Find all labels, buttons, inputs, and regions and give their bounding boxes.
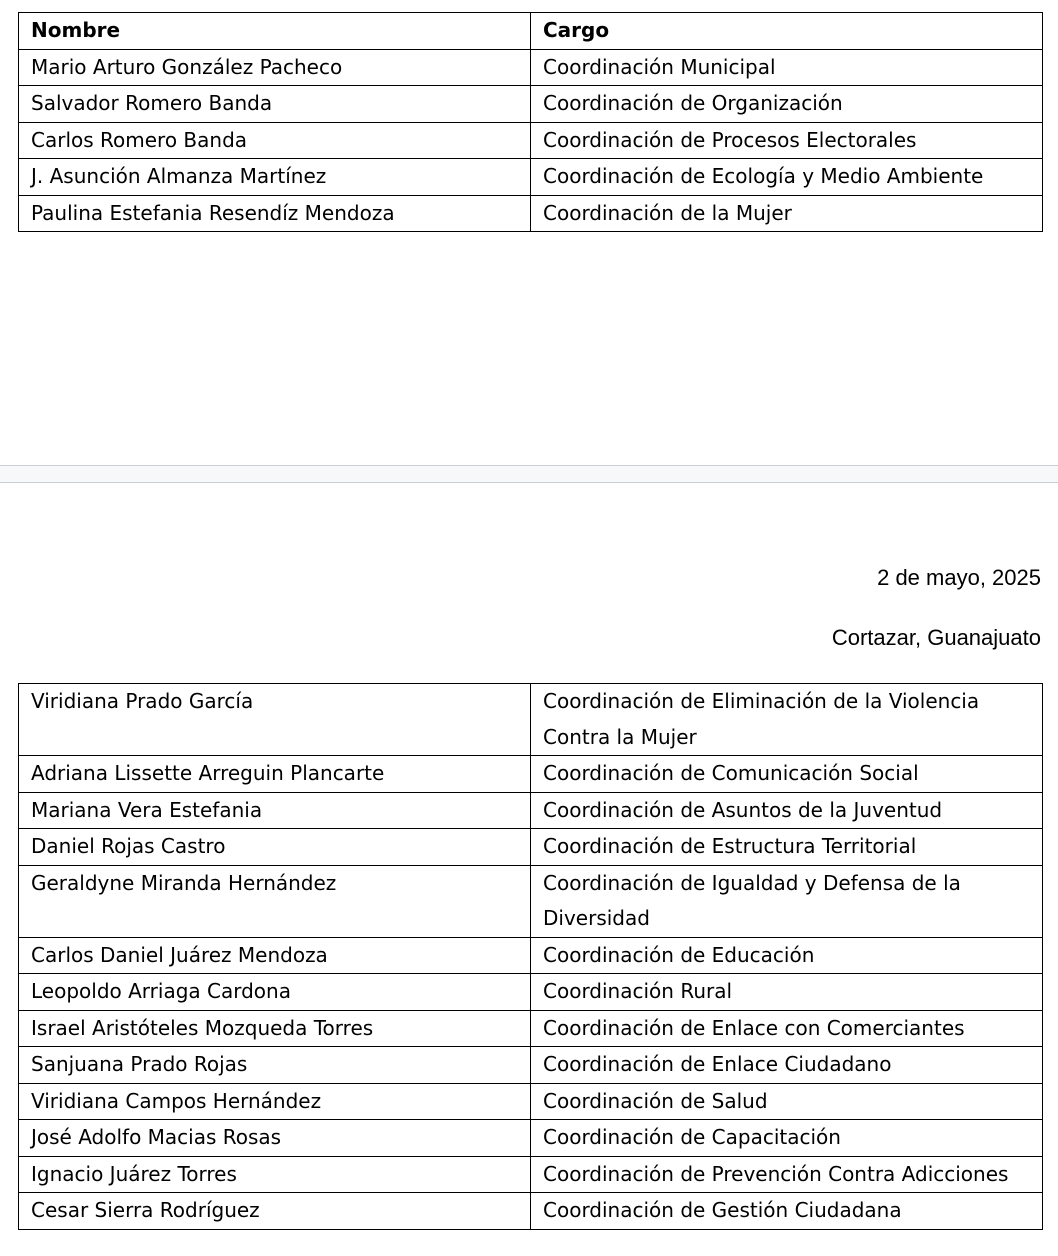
table-row [19,1120,1043,1157]
cell-cargo: Coordinación de Procesos Electorales [531,122,1043,159]
cell-nombre: José Adolfo Macias Rosas [19,1120,531,1157]
coordinators-table-page-2 [18,683,1043,1230]
table-row [19,1083,1043,1120]
table-row [19,1047,1043,1084]
cell-cargo: Coordinación de Organización [531,86,1043,123]
document-date: 2 de mayo, 2025 [877,565,1041,590]
table-row [19,829,1043,866]
cell-cargo: Coordinación de Estructura Territorial [531,829,1043,866]
cell-cargo: Coordinación de Prevención Contra Adicciones [531,1156,1043,1193]
cell-nombre: J. Asunción Almanza Martínez [19,159,531,196]
cell-nombre: Mariana Vera Estefania [19,792,531,829]
cell-cargo: Coordinación de Comunicación Social [531,756,1043,793]
cell-cargo: Coordinación de Enlace con Comerciantes [531,1010,1043,1047]
cell-nombre: Sanjuana Prado Rojas [19,1047,531,1084]
cell-nombre: Adriana Lissette Arreguin Plancarte [19,756,531,793]
table-row [19,159,1043,196]
table-row [19,865,1043,937]
cell-nombre: Viridiana Prado García [19,684,531,756]
cell-nombre: Leopoldo Arriaga Cardona [19,974,531,1011]
coordinators-table-page-1 [18,12,1043,232]
cell-nombre: Carlos Romero Banda [19,122,531,159]
table-row [19,122,1043,159]
table-row [19,1193,1043,1230]
cell-cargo: Coordinación de Capacitación [531,1120,1043,1157]
cell-nombre: Viridiana Campos Hernández [19,1083,531,1120]
table-row [19,1010,1043,1047]
cell-nombre: Mario Arturo González Pacheco [19,49,531,86]
cell-cargo: Coordinación de Salud [531,1083,1043,1120]
cell-nombre: Geraldyne Miranda Hernández [19,865,531,937]
cell-cargo: Coordinación de la Mujer [531,195,1043,232]
cell-cargo: Coordinación de Gestión Ciudadana [531,1193,1043,1230]
cell-nombre: Daniel Rojas Castro [19,829,531,866]
cell-cargo: Coordinación de Igualdad y Defensa de la Diversidad [531,865,1043,937]
cell-nombre: Carlos Daniel Juárez Mendoza [19,937,531,974]
cell-cargo: Coordinación de Ecología y Medio Ambiente [531,159,1043,196]
cell-nombre: Paulina Estefania Resendíz Mendoza [19,195,531,232]
table-row [19,974,1043,1011]
cell-nombre: Israel Aristóteles Mozqueda Torres [19,1010,531,1047]
table-row [19,49,1043,86]
cell-cargo: Coordinación de Asuntos de la Juventud [531,792,1043,829]
cell-cargo: Coordinación de Educación [531,937,1043,974]
table-row [19,756,1043,793]
table-row [19,684,1043,756]
cell-nombre: Cesar Sierra Rodríguez [19,1193,531,1230]
table-row [19,195,1043,232]
cell-nombre: Salvador Romero Banda [19,86,531,123]
cell-nombre: Ignacio Juárez Torres [19,1156,531,1193]
table-row [19,86,1043,123]
cell-cargo: Coordinación de Eliminación de la Violencia Contra la Mujer [531,684,1043,756]
cell-cargo: Coordinación de Enlace Ciudadano [531,1047,1043,1084]
table-row [19,1156,1043,1193]
table-header-row [19,13,1043,50]
page-break-divider [0,465,1058,483]
column-header-cargo: Cargo [531,13,1043,50]
cell-cargo: Coordinación Rural [531,974,1043,1011]
column-header-nombre: Nombre [19,13,531,50]
table-row [19,792,1043,829]
document-place: Cortazar, Guanajuato [831,625,1041,650]
cell-cargo: Coordinación Municipal [531,49,1043,86]
table-row [19,937,1043,974]
